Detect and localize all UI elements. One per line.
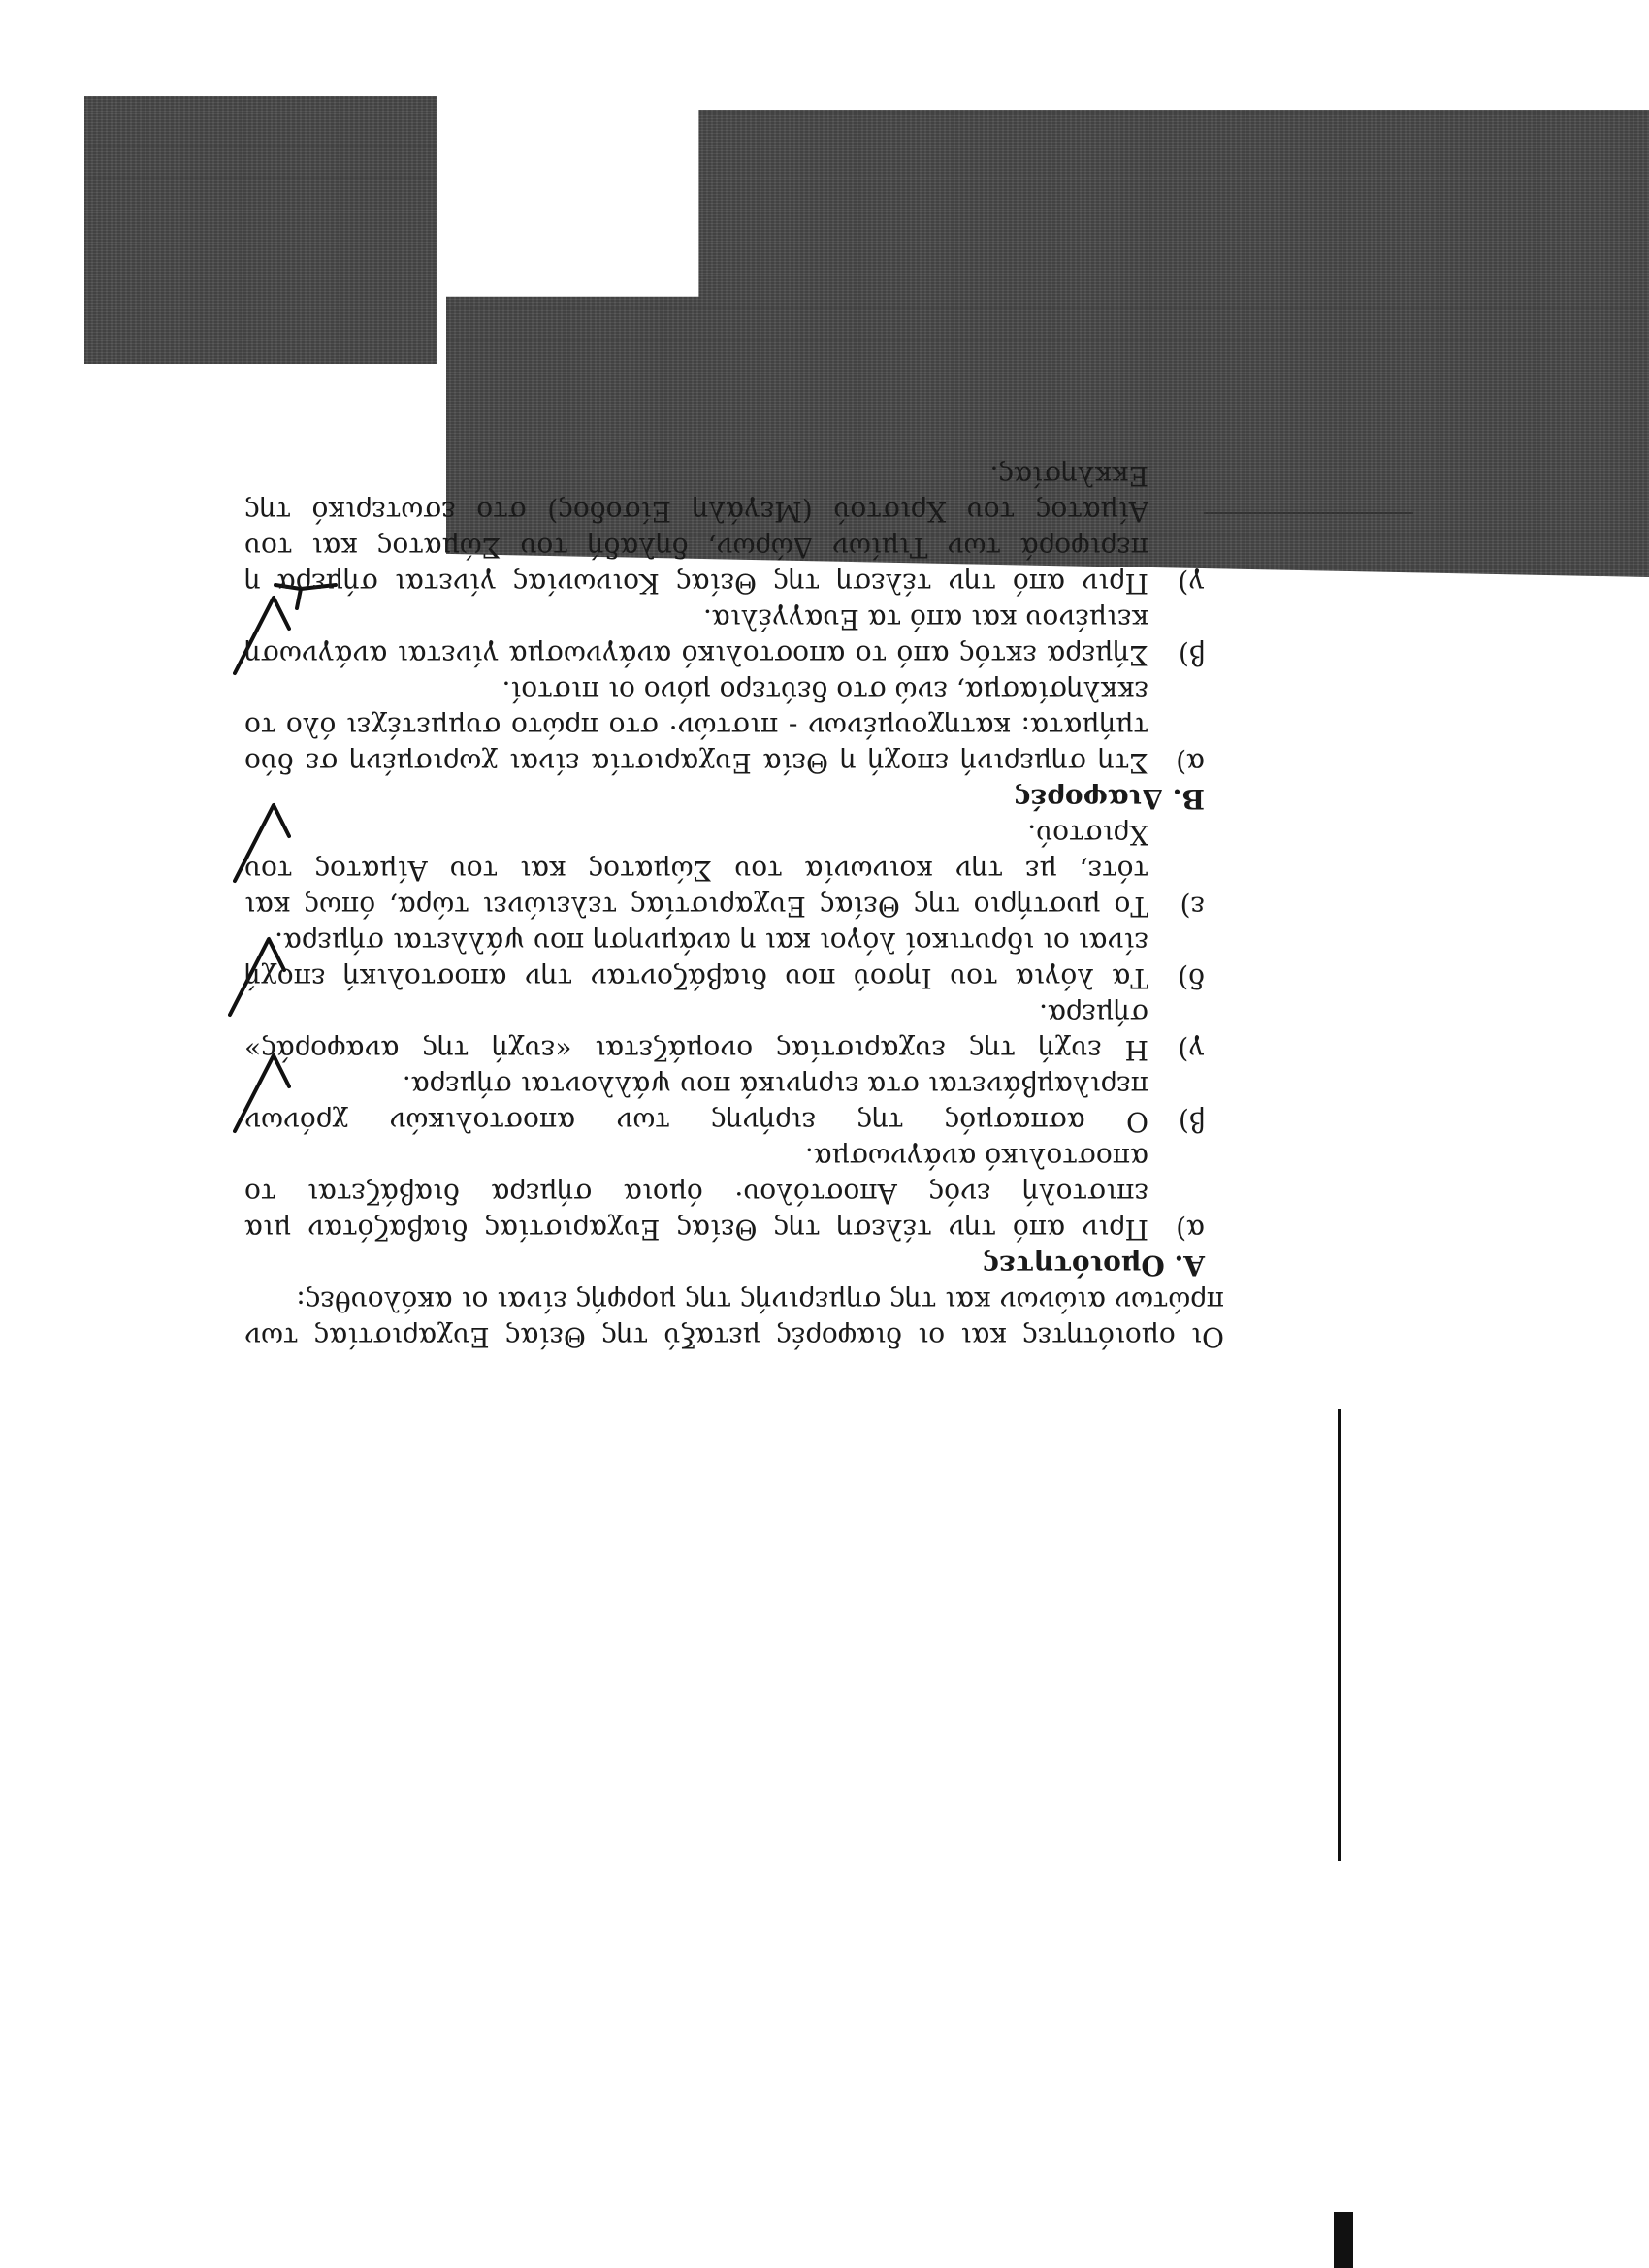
section-heading-differences: Β. Διαφορές [1014,783,1205,815]
list-item [244,817,1224,924]
item-label: ε) [1180,891,1205,923]
item-label: α) [1176,747,1205,779]
list-item [244,673,1224,781]
document-text [244,458,1224,1355]
list-item [244,1140,1224,1247]
item-label: α) [1176,1214,1205,1246]
scan-edge-mark-top [1334,2212,1353,2268]
section-heading-similarities: Α. Ομοιότητες [982,1249,1205,1281]
item-text: Το μυστήριο της Θείας Ευχαριστίας τελειώνει τώρα, όπως και τότε, με την κοινωνία του Σώματος και του Αίματος του Χριστού. [244,819,1148,923]
item-text: Η ευχή της ευχαριστίας ονομάζεται «ευχή της αναφοράς» σήμερα. [244,998,1148,1066]
item-label: γ) [1178,567,1205,599]
item-label: δ) [1178,962,1205,994]
list-item [244,458,1224,601]
scan-shading-corner [84,96,437,364]
item-text: Πριν από την τέλεση της Θείας Κοινωνίας γίνεται σήμερα η περιφορά των Τιμίων Δώρων, δηλαδή του Σώματος και του Αίματος του Χριστού (Μεγάλη Είσοδος) στο εσωτερικό της Εκκλησίας. [244,460,1148,599]
item-text: Ο ασπασμός της ειρήνης των αποστολικών χρόνων περιλαμβάνεται στα ειρηνικά που ψάλλονται σήμερα. [244,1070,1148,1138]
scan-rule-line [1204,512,1413,514]
list-item [244,996,1224,1068]
item-label: β) [1178,639,1205,671]
scan-edge-mark-left [1338,1409,1341,1861]
item-text: Πριν από την τέλεση της Θείας Ευχαριστίας διαβαζόταν μια επιστολή ενός Αποστόλου· όμοια σήμερα διαβάζεται το αποστολικό ανάγνωσμα. [244,1142,1148,1246]
item-text: Τα λόγια του Ιησού που διαβάζονταν την αποστολική εποχή είναι οι ιδρυτικοί λόγοι και η ανάμνηση που ψάλλεται σήμερα. [244,926,1148,994]
item-label: γ) [1178,1034,1205,1066]
item-text: Σήμερα εκτός από το αποστολικό ανάγνωσμα γίνεται ανάγνωση κειμένου και από τα Ευαγγέλια. [244,603,1148,671]
list-item [244,924,1224,996]
item-text: Στη σημερινή εποχή η Θεία Ευχαριστία είναι χωρισμένη σε δύο τμήματα: κατηχουμένων - πιστών· στο πρώτο συμμετέχει όλο το εκκλησίασμα, ενώ στο δεύτερο μόνο οι πιστοί. [244,675,1148,779]
list-item [244,1068,1224,1140]
list-item [244,601,1224,673]
item-label: β) [1178,1106,1205,1138]
intro-paragraph: Οι ομοιότητες και οι διαφορές μεταξύ της Θείας Ευχαριστίας των πρώτων αιώνων και της σημερινής της μορφής είναι οι ακόλουθες: [244,1285,1224,1353]
